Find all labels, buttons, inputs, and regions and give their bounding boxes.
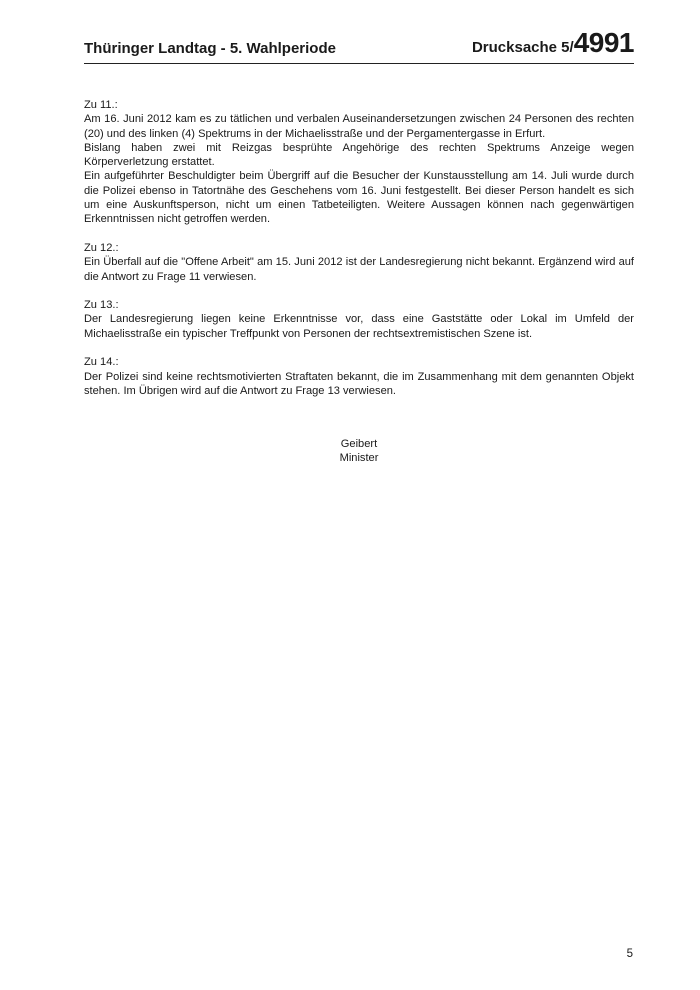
answer-paragraph: Ein aufgeführter Beschuldigter beim Übergriff auf die Besucher der Kunstausstellung am 14. Juli wurde durch die Polizei ebenso in Tatortnähe des Geschehens vom 16. Juni festgestellt. Bei dieser Person handelt es sich um eine Auskunftsperson, nicht um einen Tatbeteiligten. Weitere Aussagen können nach gegenwärtigen Erkenntnissen nicht getroffen werden. [84, 170, 634, 226]
signatory-name: Geibert [340, 438, 378, 450]
answer-section-12 [84, 241, 634, 284]
drucksache-number: 4991 [573, 27, 634, 58]
page-number: 5 [626, 948, 633, 960]
document-body [84, 98, 634, 413]
answer-heading: Zu 11.: [84, 99, 118, 111]
answer-paragraph: Der Polizei sind keine rechtsmotivierten Straftaten bekannt, die im Zusammenhang mit dem genannten Objekt stehen. Im Übrigen wird auf die Antwort zu Frage 13 verwiesen. [84, 370, 634, 397]
answer-paragraph: Der Landesregierung liegen keine Erkenntnisse vor, dass eine Gaststätte oder Lokal im Umfeld der Michaelisstraße ein typischer Treffpunkt von Personen der rechtsextremistischen Szene ist. [84, 313, 634, 340]
page-header [84, 27, 634, 64]
signatory-role: Minister [339, 452, 379, 465]
answer-paragraph: Ein Überfall auf die "Offene Arbeit" am 15. Juni 2012 ist der Landesregierung nicht bekannt. Ergänzend wird auf die Antwort zu Frage 11 verwiesen. [84, 256, 634, 283]
answer-paragraph: Bislang haben zwei mit Reizgas besprühte Angehörige des rechten Spektrums Anzeige wegen Körperverletzung erstattet. [84, 141, 634, 169]
drucksache-label: Drucksache 5/ [471, 39, 574, 56]
answer-section-13 [84, 298, 634, 341]
answer-heading: Zu 12.: [84, 241, 119, 254]
answer-section-11 [84, 98, 634, 227]
parliament-title: Thüringer Landtag - 5. Wahlperiode [84, 40, 336, 57]
signature-block [84, 437, 634, 466]
answer-heading: Zu 14.: [84, 356, 119, 369]
answer-paragraph: Am 16. Juni 2012 kam es zu tätlichen und verbalen Auseinandersetzungen zwischen 24 Personen des rechten (20) und des linken (4) Spektrums in der Michaelisstraße und der Pergamentergasse in Erfurt. [84, 113, 634, 140]
answer-section-14 [84, 355, 634, 398]
drucksache-reference [472, 27, 634, 59]
answer-heading: Zu 13.: [84, 299, 119, 312]
